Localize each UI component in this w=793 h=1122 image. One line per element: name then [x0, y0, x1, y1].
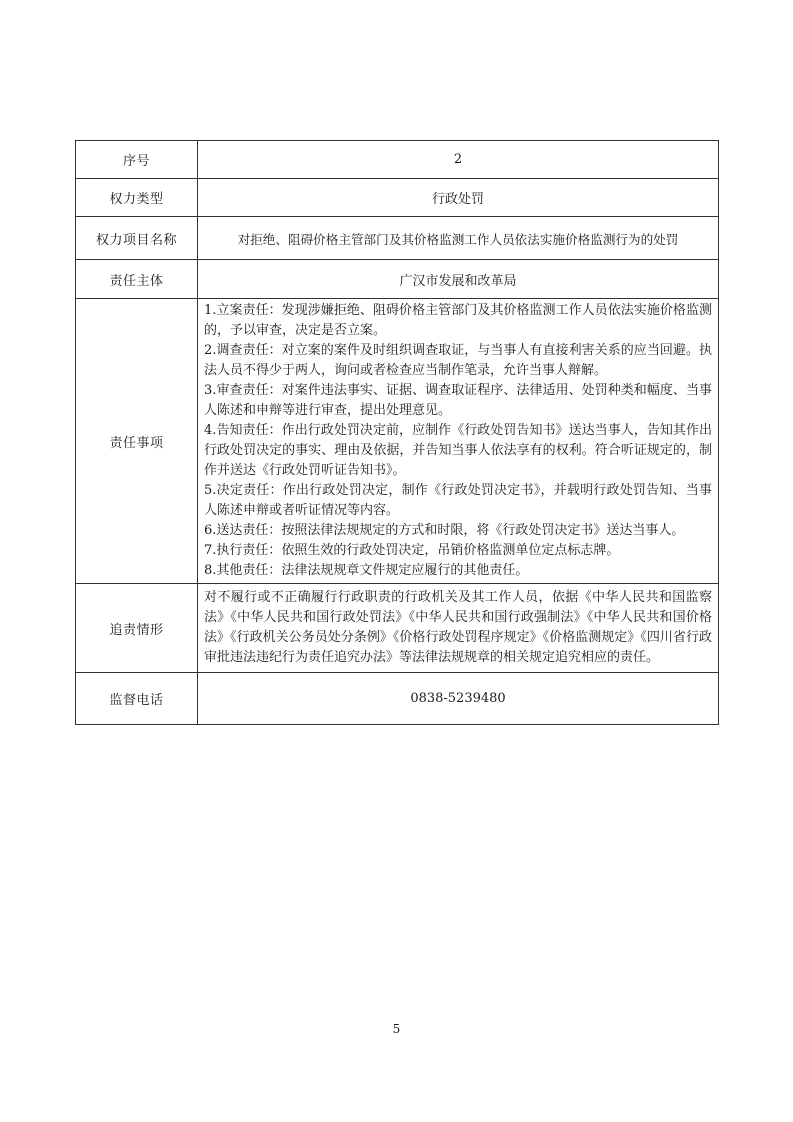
- responsibilities-label: 责任事项: [76, 299, 198, 584]
- accountability-label: 追责情形: [76, 584, 198, 673]
- table-row-phone: [76, 673, 719, 725]
- table-row-subject: [76, 260, 719, 299]
- responsibility-item: 8.其他责任：法律法规规章文件规定应履行的其他责任。: [204, 563, 529, 578]
- responsibility-item: 1.立案责任：发现涉嫌拒绝、阻碍价格主管部门及其价格监测工作人员依法实施价格监测的，予以审查，决定是否立案。: [204, 303, 712, 338]
- subject-value: 广汉市发展和改革局: [198, 260, 719, 299]
- power-type-value: 行政处罚: [198, 179, 719, 217]
- responsibility-item: 5.决定责任：作出行政处罚决定，制作《行政处罚决定书》，并载明行政处罚告知、当事人陈述申辩或者听证情况等内容。: [204, 483, 712, 518]
- power-type-label: 权力类型: [76, 179, 198, 217]
- table-row-responsibilities: [76, 299, 719, 584]
- responsibility-item: 7.执行责任：依照生效的行政处罚决定，吊销价格监测单位定点标志牌。: [204, 543, 620, 558]
- serial-label: 序号: [76, 141, 198, 179]
- item-name-label: 权力项目名称: [76, 217, 198, 260]
- serial-value: 2: [198, 141, 719, 179]
- phone-label: 监督电话: [76, 673, 198, 725]
- phone-value: 0838-5239480: [198, 673, 719, 725]
- subject-label: 责任主体: [76, 260, 198, 299]
- item-name-value: 对拒绝、阻碍价格主管部门及其价格监测工作人员依法实施价格监测行为的处罚: [198, 217, 719, 260]
- responsibility-item: 2.调查责任：对立案的案件及时组织调查取证，与当事人有直接利害关系的应当回避。执法人员不得少于两人，询问或者检查应当制作笔录，允许当事人辩解。: [204, 343, 712, 378]
- accountability-value: 对不履行或不正确履行行政职责的行政机关及其工作人员，依据《中华人民共和国监察法》《中华人民共和国行政处罚法》《中华人民共和国行政强制法》《中华人民共和国价格法》《行政机关公务员处分条例》《价格行政处罚程序规定》《价格监测规定》《四川省行政审批违法违纪行为责任追究办法》等法律法规规章的相关规定追究相应的责任。: [198, 584, 719, 673]
- table-row-serial: [76, 141, 719, 179]
- responsibility-item: 4.告知责任：作出行政处罚决定前，应制作《行政处罚告知书》送达当事人，告知其作出行政处罚决定的事实、理由及依据，并告知当事人依法享有的权利。符合听证规定的，制作并送达《行政处罚听证告知书》。: [204, 423, 712, 478]
- table-row-power-type: [76, 179, 719, 217]
- table-row-accountability: [76, 584, 719, 673]
- page-number: 5: [392, 1022, 401, 1036]
- table-row-item-name: [76, 217, 719, 260]
- responsibility-item: 3.审查责任：对案件违法事实、证据、调查取证程序、法律适用、处罚种类和幅度、当事人陈述和申辩等进行审查，提出处理意见。: [204, 383, 712, 418]
- power-info-table: [75, 140, 719, 725]
- responsibility-item: 6.送达责任：按照法律法规规定的方式和时限，将《行政处罚决定书》送达当事人。: [204, 523, 685, 538]
- responsibilities-value: [198, 299, 719, 584]
